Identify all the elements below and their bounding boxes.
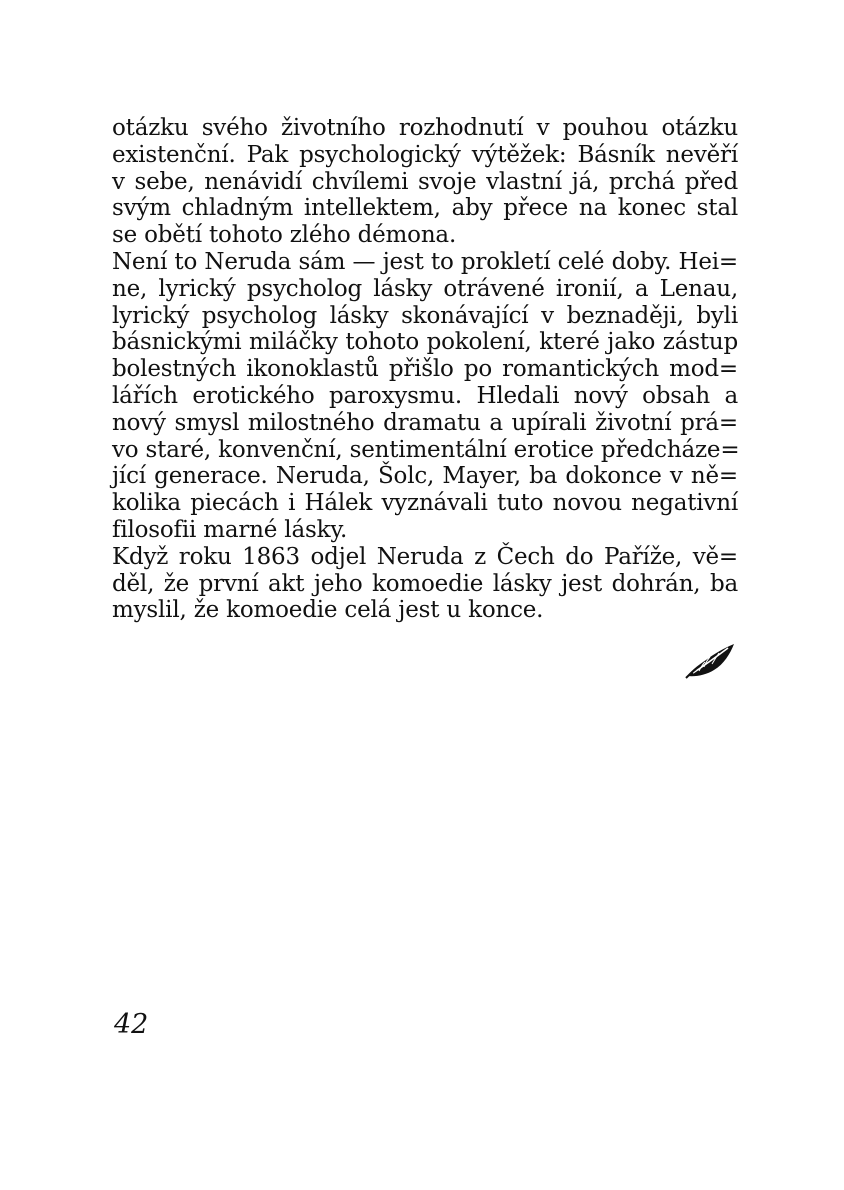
text-line: kolika piecách i Hálek vyznávali tuto novou negativní	[112, 490, 738, 517]
text-line: jící generace. Neruda, Šolc, Mayer, ba dokonce v ně=	[112, 463, 738, 490]
text-line: básnickými miláčky tohoto pokolení, které jako zástup	[112, 329, 738, 356]
text-line: vo staré, konvenční, sentimentální erotice předcháze=	[112, 436, 740, 463]
text-line: lářích erotického paroxysmu. Hledali nový obsah a	[112, 382, 738, 409]
text-line: myslil, že komoedie celá jest u konce.	[112, 597, 544, 624]
text-line: filosofii marné lásky.	[112, 516, 348, 543]
text-line: existenční. Pak psychologický výtěžek: Básník nevěří	[112, 141, 738, 168]
text-line: Není to Neruda sám — jest to prokletí celé doby. Hei=	[112, 248, 738, 275]
text-line: se obětí tohoto zlého démona.	[112, 222, 457, 249]
text-line: otázku svého životního rozhodnutí v pouhou otázku	[112, 115, 738, 141]
text-line: lyrický psycholog lásky skonávající v beznaději, byli	[112, 302, 738, 329]
text-line: ne, lyrický psycholog lásky otrávené ironií, a Lenau,	[112, 275, 738, 302]
text-line: děl, že první akt jeho komoedie lásky jest dohrán, ba	[112, 570, 738, 597]
body-text	[112, 115, 738, 624]
text-line: svým chladným intellektem, aby přece na konec stal	[112, 195, 738, 222]
text-line: bolestných ikonoklastů přišlo po romantických mod=	[112, 356, 738, 383]
page-number: 42	[114, 1009, 149, 1040]
text-line: nový smysl milostného dramatu a upírali životní prá=	[112, 409, 738, 436]
text-line: v sebe, nenávidí chvílemi svoje vlastní já, prchá před	[112, 168, 738, 195]
text-line: Když roku 1863 odjel Neruda z Čech do Paříže, vě=	[112, 543, 738, 570]
leaf-ornament-icon	[684, 640, 736, 680]
